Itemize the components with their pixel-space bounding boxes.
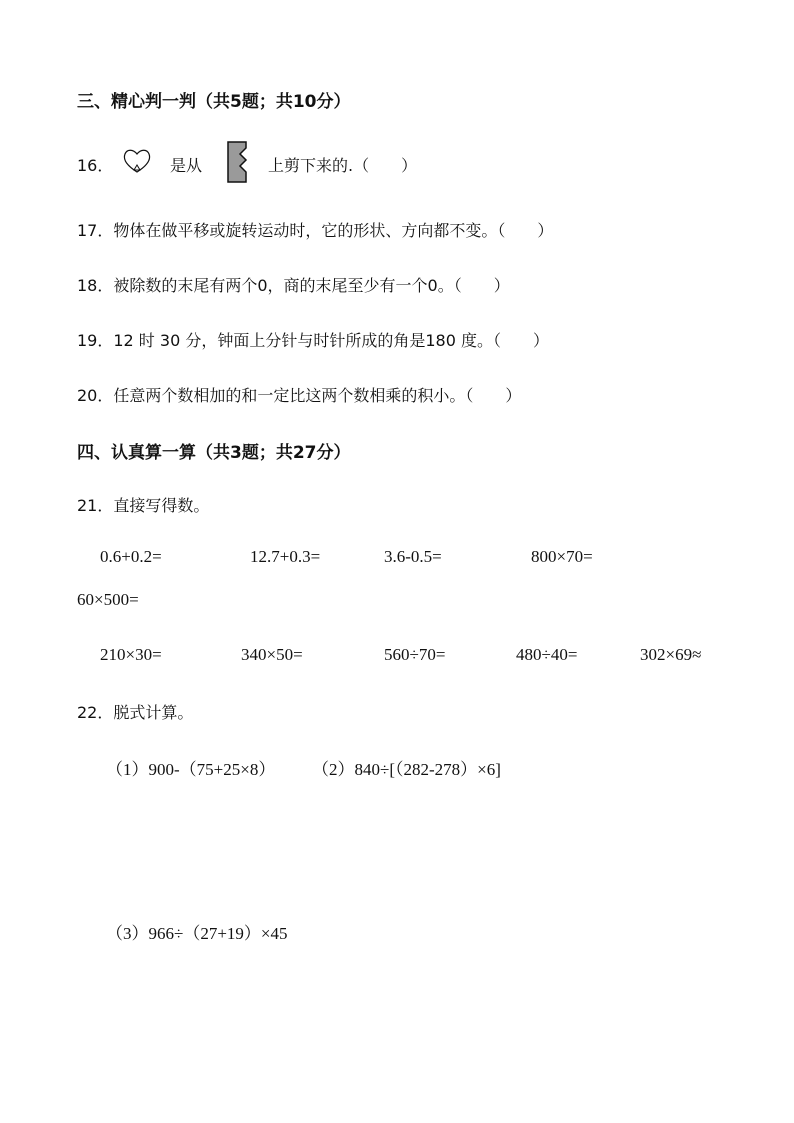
q22-part-3: （3）966÷（27+19）×45: [106, 924, 288, 943]
q16-text-part2: 上剪下来的.（ ）: [268, 156, 418, 175]
notched-paper-icon: [226, 140, 250, 184]
q22-part-2: （2）840÷[（282-278）×6]: [312, 760, 501, 779]
q22-part-1: （1）900-（75+25×8）: [106, 760, 276, 779]
q19-text: 19．12 时 30 分，钟面上分针与时针所成的角是180 度。（ ）: [77, 331, 549, 350]
q21-item: 210×30=: [100, 645, 162, 664]
leaf-cutout-icon: [120, 146, 154, 176]
q21-item: 3.6-0.5=: [384, 547, 442, 566]
q21-item: 12.7+0.3=: [250, 547, 321, 566]
q21-item: 560÷70=: [384, 645, 446, 664]
q21-item: 340×50=: [241, 645, 303, 664]
q20-text: 20．任意两个数相加的和一定比这两个数相乘的积小。（ ）: [77, 386, 522, 405]
section-3-title: 三、精心判一判（共5题；共10分）: [77, 92, 351, 112]
q16-number: 16．: [77, 156, 114, 175]
q17-text: 17．物体在做平移或旋转运动时，它的形状、方向都不变。（ ）: [77, 221, 554, 240]
q21-item: 60×500=: [77, 590, 139, 609]
q21-item: 800×70=: [531, 547, 593, 566]
q21-item: 480÷40=: [516, 645, 578, 664]
section-4-title: 四、认真算一算（共3题；共27分）: [77, 443, 351, 463]
q18-text: 18．被除数的末尾有两个0，商的末尾至少有一个0。（ ）: [77, 276, 510, 295]
q16-text-part1: 是从: [170, 156, 203, 175]
q21-title: 21．直接写得数。: [77, 496, 210, 515]
q21-item: 302×69≈: [640, 645, 702, 664]
q22-title: 22．脱式计算。: [77, 703, 194, 722]
q21-item: 0.6+0.2=: [100, 547, 162, 566]
